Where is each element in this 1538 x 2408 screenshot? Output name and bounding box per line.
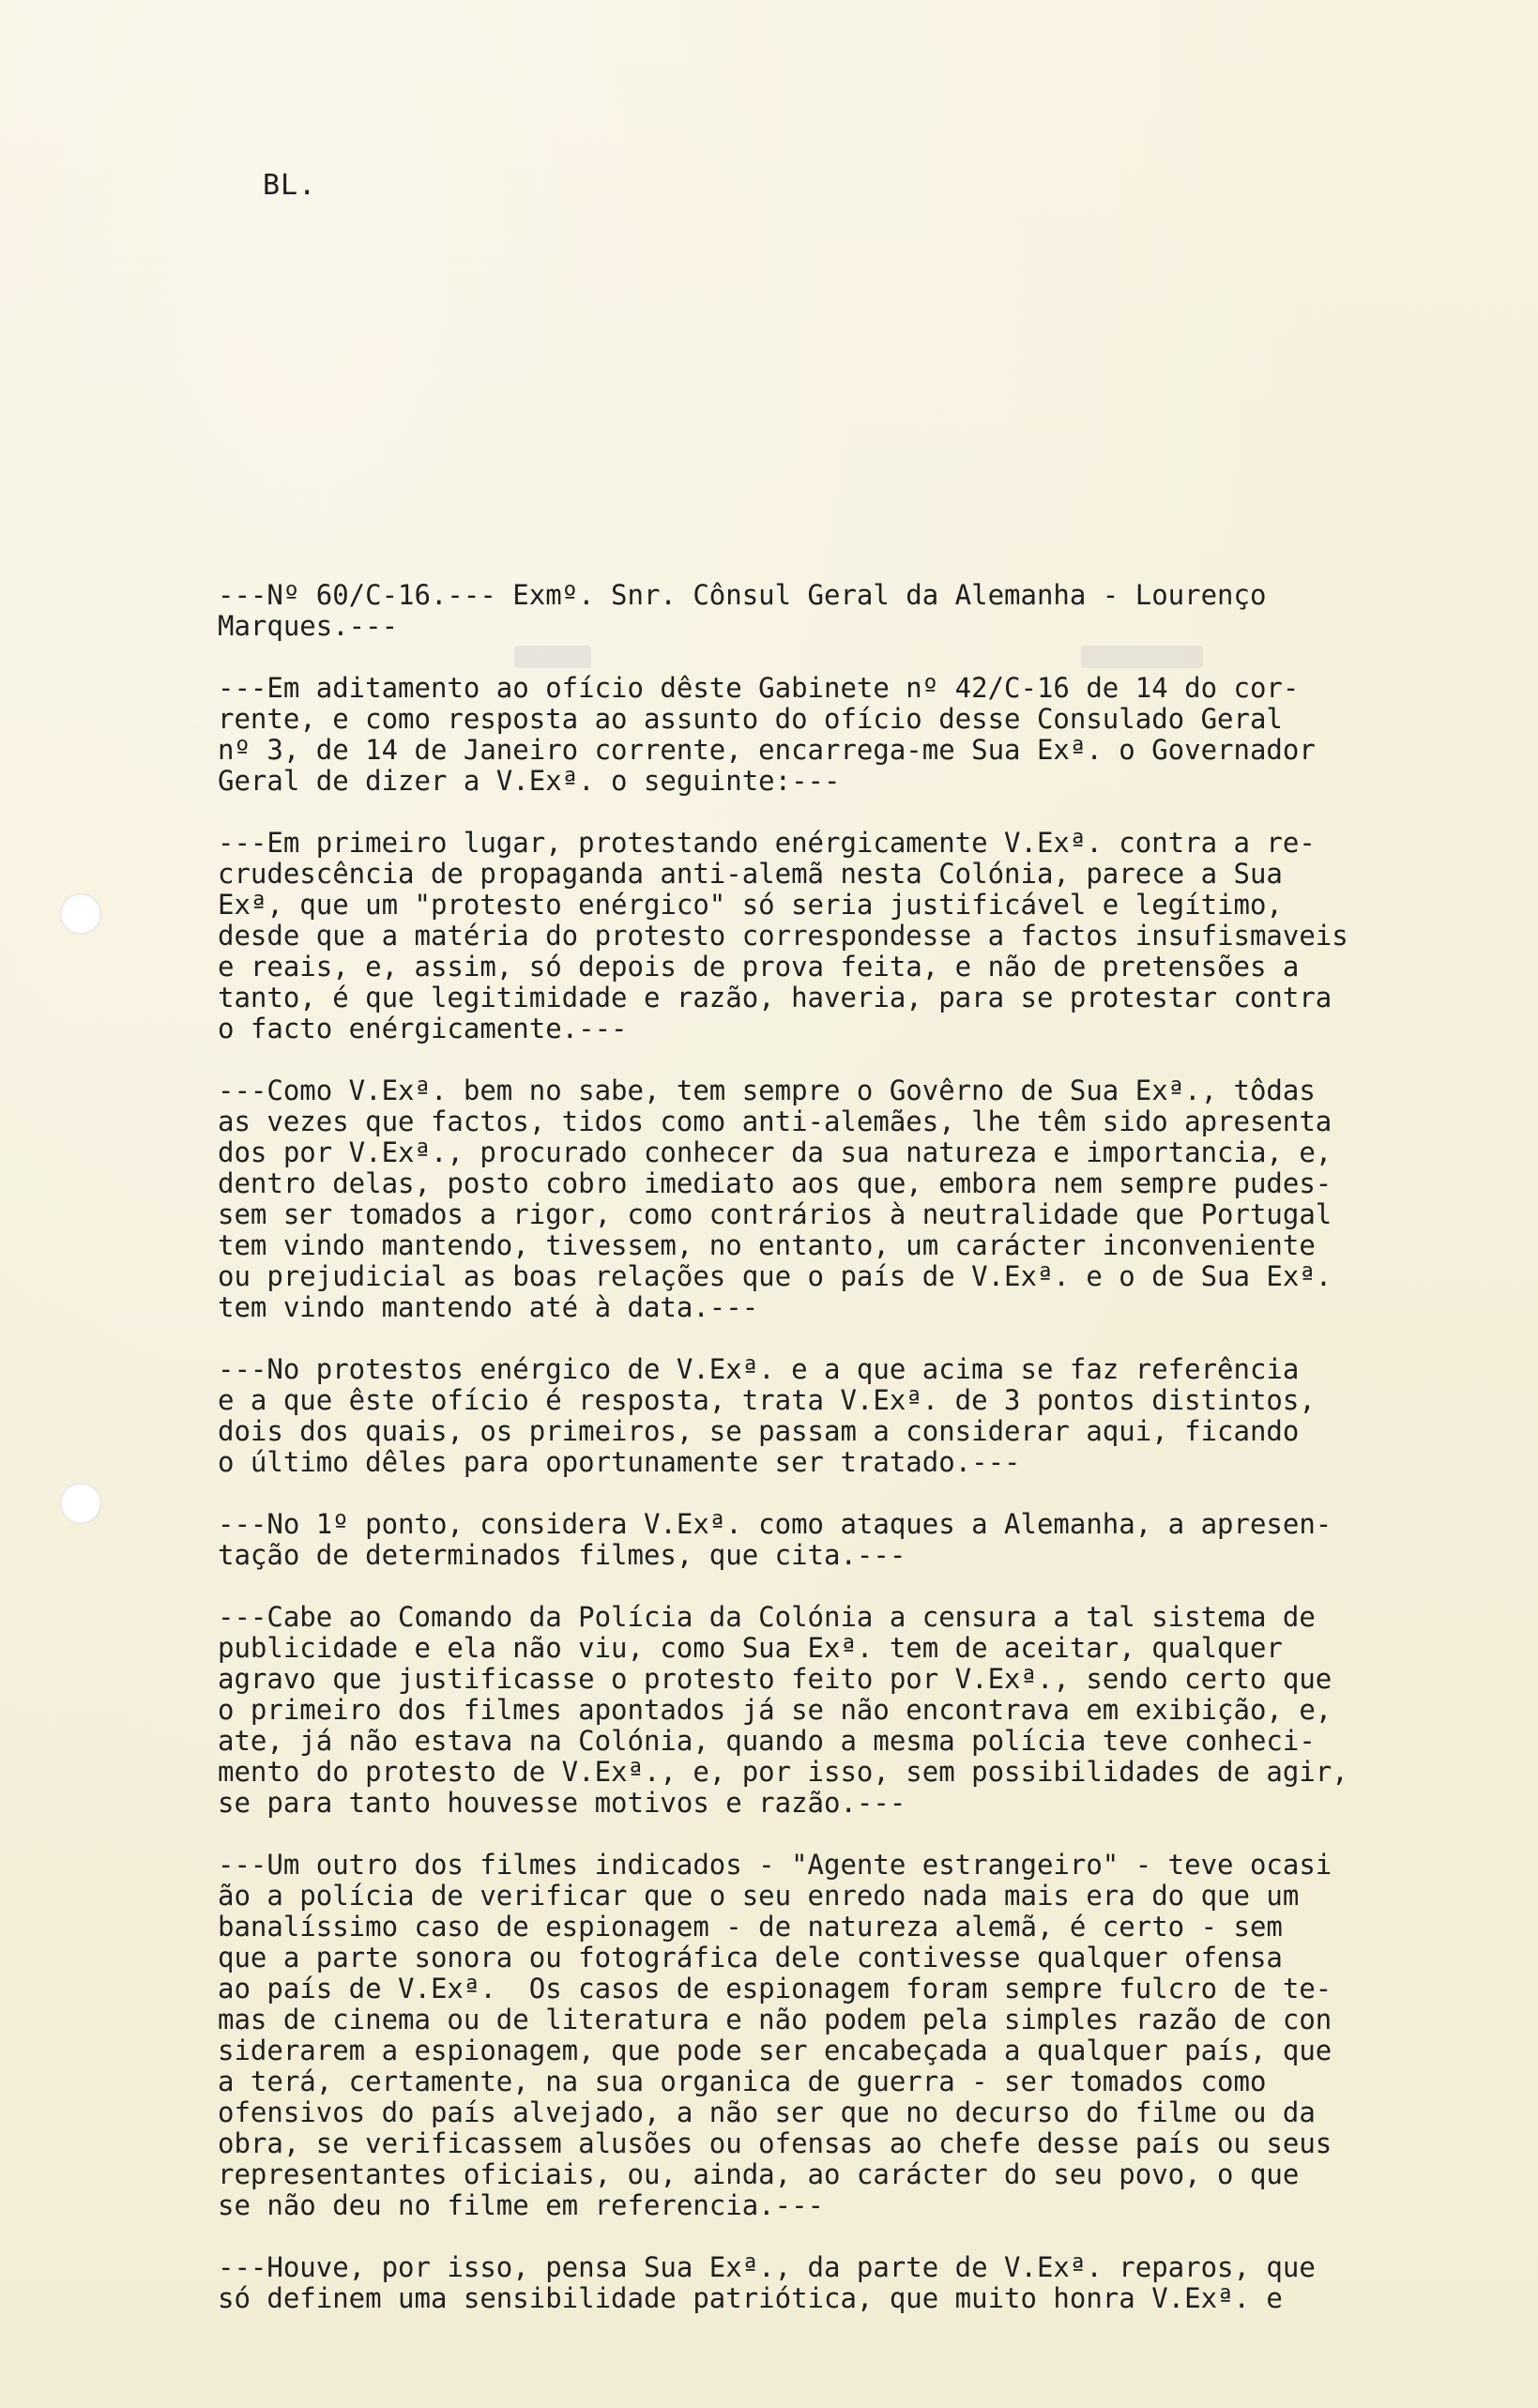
text-line: que a parte sonora ou fotográfica dele contivesse qualquer ofensa [218, 1942, 1283, 1974]
paragraph [218, 1602, 1513, 1819]
text-line: ---Houve, por isso, pensa Sua Exª., da parte de V.Exª. reparos, que [218, 2251, 1316, 2283]
text-line: e reais, e, assim, só depois de prova feita, e não de pretensões a [218, 951, 1300, 983]
text-line: ---Em primeiro lugar, protestando enérgicamente V.Exª. contra a re- [218, 827, 1316, 859]
text-line: agravo que justificasse o protesto feito por V.Exª., sendo certo que [218, 1663, 1332, 1695]
text-line: o primeiro dos filmes apontados já se não encontrava em exibição, e, [218, 1694, 1332, 1726]
text-line: ---Em aditamento ao ofício dêste Gabinete nº 42/C-16 de 14 do cor- [218, 672, 1300, 704]
text-line: nº 3, de 14 de Janeiro corrente, encarrega-me Sua Exª. o Governador [218, 734, 1316, 766]
text-line: ---Nº 60/C-16.--- Exmº. Snr. Cônsul Geral da Alemanha - Lourenço [218, 579, 1267, 611]
punch-hole [60, 893, 101, 935]
text-line: dentro delas, posto cobro imediato aos que, embora nem sempre pudes- [218, 1167, 1332, 1199]
paragraph [218, 580, 1513, 642]
text-line: desde que a matéria do protesto correspondesse a factos insufismaveis [218, 920, 1348, 952]
paragraph [218, 828, 1513, 1044]
text-line: publicidade e ela não viu, como Sua Exª. tem de aceitar, qualquer [218, 1632, 1283, 1664]
text-line: ---Um outro dos filmes indicados - "Agente estrangeiro" - teve ocasi [218, 1849, 1332, 1881]
text-line: e a que êste ofício é resposta, trata V.Exª. de 3 pontos distintos, [218, 1384, 1316, 1416]
text-line: rente, e como resposta ao assunto do ofício desse Consulado Geral [218, 703, 1283, 735]
text-line: siderarem a espionagem, que pode ser encabeçada a qualquer país, que [218, 2035, 1332, 2066]
text-line: ão a polícia de verificar que o seu enredo nada mais era do que um [218, 1880, 1300, 1912]
paragraph [218, 2252, 1513, 2314]
text-line: Exª, que um "protesto enérgico" só seria justificável e legítimo, [218, 889, 1283, 921]
text-line: ofensivos do país alvejado, a não ser que no decurso do filme ou da [218, 2096, 1316, 2128]
text-line: representantes oficiais, ou, ainda, ao carácter do seu povo, o que [218, 2158, 1300, 2190]
text-line: ---No protestos enérgico de V.Exª. e a que acima se faz referência [218, 1353, 1300, 1385]
text-line: mento do protesto de V.Exª., e, por isso, sem possibilidades de agir, [218, 1756, 1348, 1788]
punch-hole [60, 1483, 101, 1524]
text-line: tem vindo mantendo até à data.--- [218, 1291, 759, 1323]
text-line: Marques.--- [218, 610, 399, 642]
text-line: ---No 1º ponto, considera V.Exª. como ataques a Alemanha, a apresen- [218, 1508, 1332, 1540]
text-line: sem ser tomados a rigor, como contrários à neutralidade que Portugal [218, 1198, 1332, 1230]
text-line: tem vindo mantendo, tivessem, no entanto, um carácter inconveniente [218, 1229, 1316, 1261]
text-line: dois dos quais, os primeiros, se passam a considerar aqui, ficando [218, 1415, 1300, 1447]
text-line: as vezes que factos, tidos como anti-alemães, lhe têm sido apresenta [218, 1105, 1332, 1137]
text-line: o facto enérgicamente.--- [218, 1013, 628, 1044]
text-line: dos por V.Exª., procurado conhecer da sua natureza e importancia, e, [218, 1136, 1332, 1168]
text-line: Geral de dizer a V.Exª. o seguinte:--- [218, 765, 841, 797]
text-line: tanto, é que legitimidade e razão, haveria, para se protestar contra [218, 982, 1332, 1013]
text-line: ou prejudicial as boas relações que o país de V.Exª. e o de Sua Exª. [218, 1260, 1332, 1292]
text-line: crudescência de propaganda anti-alemã nesta Colónia, parece a Sua [218, 858, 1283, 890]
text-line: ---Como V.Exª. bem no sabe, tem sempre o Govêrno de Sua Exª., tôdas [218, 1074, 1316, 1106]
text-line: se não deu no filme em referencia.--- [218, 2189, 825, 2221]
text-line: tação de determinados filmes, que cita.--- [218, 1539, 906, 1571]
paragraph [218, 673, 1513, 797]
header-mark: BL. [263, 169, 317, 202]
paragraph [218, 1075, 1513, 1323]
text-line: ate, já não estava na Colónia, quando a mesma polícia teve conheci- [218, 1725, 1316, 1757]
text-line: banalíssimo caso de espionagem - de natureza alemã, é certo - sem [218, 1911, 1283, 1943]
text-line: só definem uma sensibilidade patriótica, que muito honra V.Exª. e [218, 2282, 1283, 2314]
text-line: ao país de V.Exª. Os casos de espionagem foram sempre fulcro de te- [218, 1973, 1332, 2004]
text-line: obra, se verificassem alusões ou ofensas ao chefe desse país ou seus [218, 2127, 1332, 2159]
text-line: o último dêles para oportunamente ser tratado.--- [218, 1446, 1021, 1478]
text-line: mas de cinema ou de literatura e não podem pela simples razão de con [218, 2004, 1332, 2035]
text-line: se para tanto houvesse motivos e razão.--- [218, 1787, 906, 1819]
text-line: a terá, certamente, na sua organica de guerra - ser tomados como [218, 2065, 1267, 2097]
text-line: ---Cabe ao Comando da Polícia da Colónia a censura a tal sistema de [218, 1601, 1316, 1633]
paragraph [218, 1354, 1513, 1478]
paragraph [218, 1850, 1513, 2221]
paragraph [218, 1509, 1513, 1571]
letter-body [218, 580, 1513, 2345]
